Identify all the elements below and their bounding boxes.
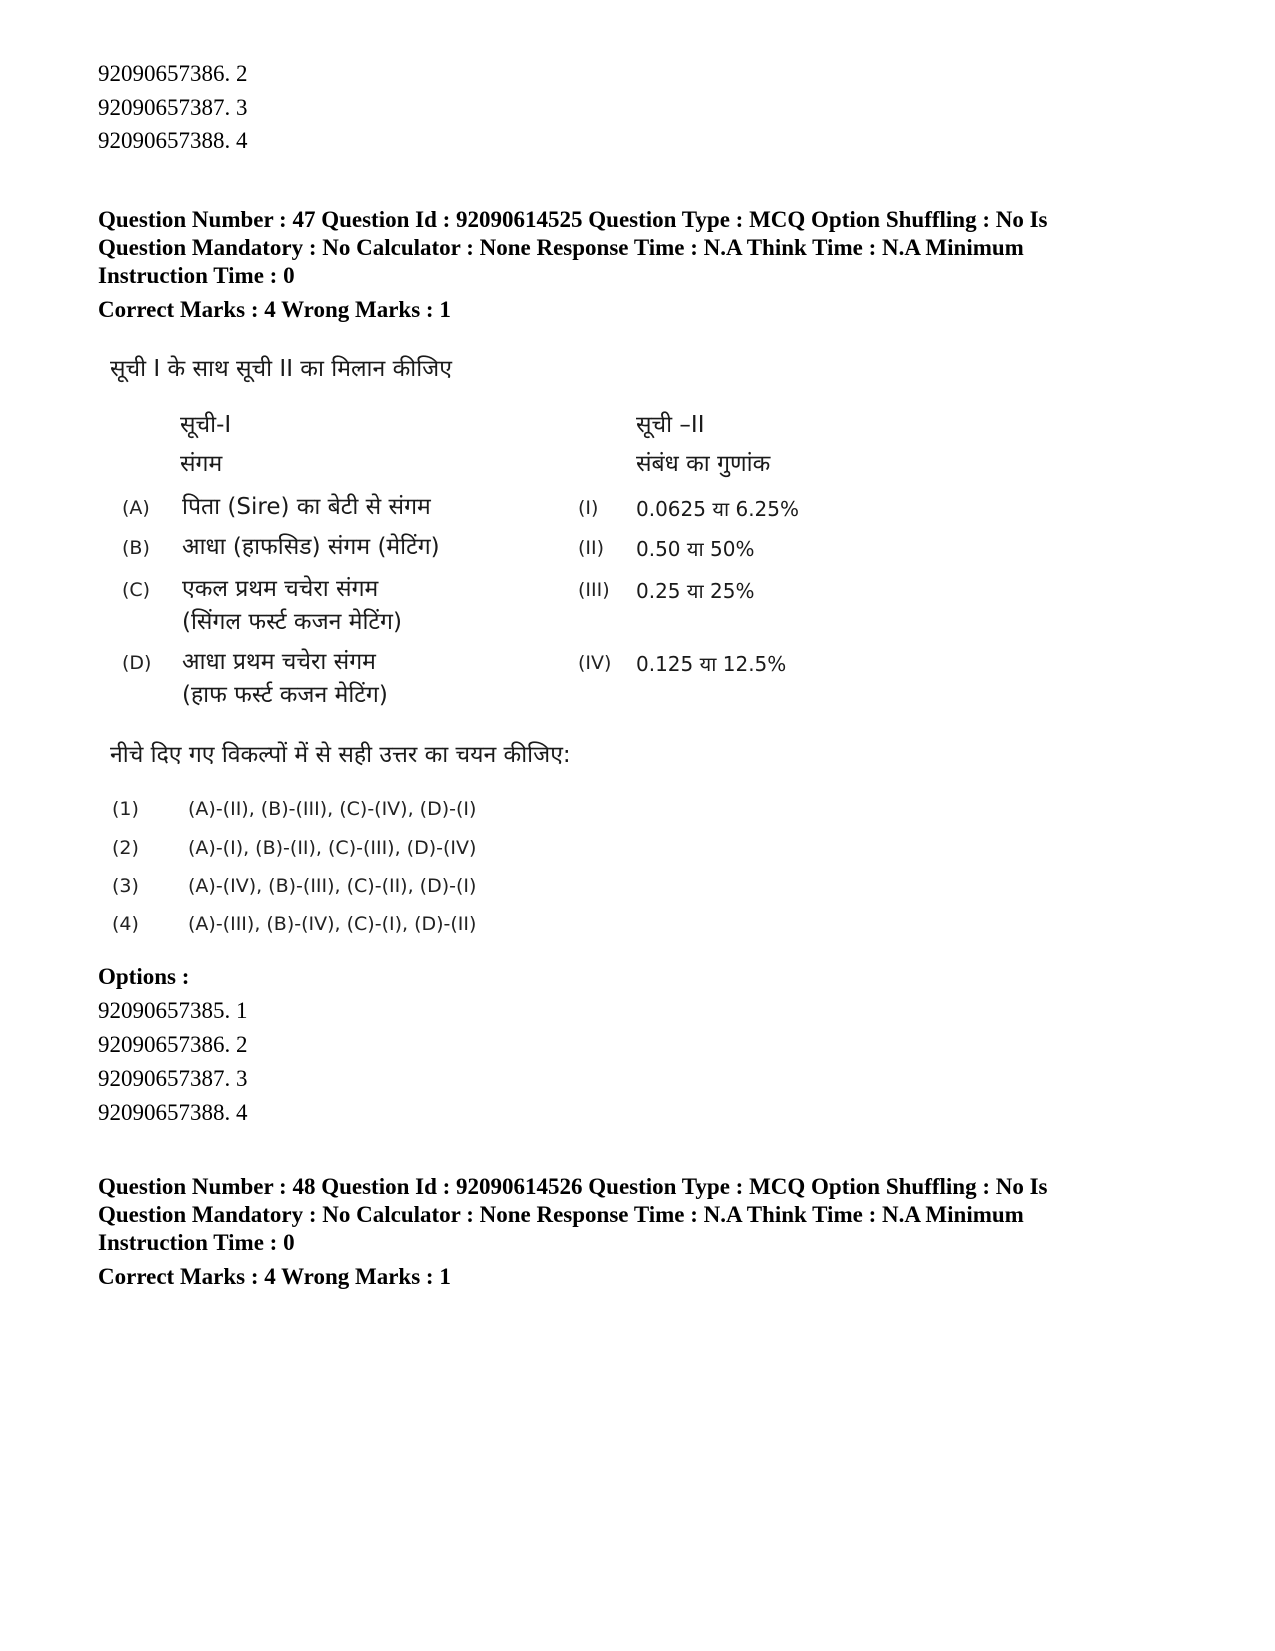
row-d-value: 0.125 या 12.5% [636,652,787,676]
q47-header-line-3: Instruction Time : 0 [98,263,295,288]
q48-header-line-3: Instruction Time : 0 [98,1230,295,1255]
choice-2-num: (2) [112,837,139,859]
list1-subtitle: संगम [180,451,223,477]
row-a-num: (I) [578,497,599,519]
q48-header [98,1173,1198,1257]
prev-option-3: 92090657387. 3 [98,95,248,120]
row-a-text: पिता (Sire) का बेटी से संगम [182,494,431,520]
row-c-label: (C) [122,579,151,601]
choice-3-num: (3) [112,875,139,897]
q47-option-2: 92090657386. 2 [98,1032,248,1057]
q47-header [98,206,1198,290]
choice-4-num: (4) [112,913,139,935]
row-a-value: 0.0625 या 6.25% [636,497,800,521]
q47-marks: Correct Marks : 4 Wrong Marks : 1 [98,297,451,322]
row-a-label: (A) [122,497,150,519]
choice-1-text: (A)-(II), (B)-(III), (C)-(IV), (D)-(I) [188,798,477,820]
row-d-num: (IV) [578,652,612,674]
row-d-text-2: (हाफ फर्स्ट कजन मेटिंग) [182,682,388,708]
row-b-num: (II) [578,537,605,559]
row-d-text: आधा प्रथम चचेरा संगम [182,649,376,675]
q47-instruction: सूची I के साथ सूची II का मिलान कीजिए [110,356,452,382]
row-b-text: आधा (हाफसिड) संगम (मेटिंग) [182,534,440,560]
q48-marks: Correct Marks : 4 Wrong Marks : 1 [98,1264,451,1289]
q48-header-line-1: Question Number : 48 Question Id : 92090614526 Question Type : MCQ Option Shuffling : No Is [98,1174,1048,1199]
prev-option-4: 92090657388. 4 [98,128,248,153]
q47-header-line-1: Question Number : 47 Question Id : 92090614525 Question Type : MCQ Option Shuffling : No Is [98,207,1048,232]
row-c-value: 0.25 या 25% [636,579,755,603]
row-c-text: एकल प्रथम चचेरा संगम [182,576,379,602]
row-b-label: (B) [122,537,150,559]
row-c-text-2: (सिंगल फर्स्ट कजन मेटिंग) [182,609,402,635]
q47-options-label: Options : [98,964,190,989]
row-b-value: 0.50 या 50% [636,537,755,561]
q47-option-1: 92090657385. 1 [98,998,248,1023]
row-d-label: (D) [122,652,152,674]
q48-header-line-2: Question Mandatory : No Calculator : None Response Time : N.A Think Time : N.A Minimum [98,1202,1024,1227]
q47-option-3: 92090657387. 3 [98,1066,248,1091]
row-c-num: (III) [578,579,610,601]
q47-option-4: 92090657388. 4 [98,1100,248,1125]
choice-4-text: (A)-(III), (B)-(IV), (C)-(I), (D)-(II) [188,913,477,935]
q47-header-line-2: Question Mandatory : No Calculator : None Response Time : N.A Think Time : N.A Minimum [98,235,1024,260]
choice-3-text: (A)-(IV), (B)-(III), (C)-(II), (D)-(I) [188,875,477,897]
q47-choose-text: नीचे दिए गए विकल्पों में से सही उत्तर का चयन कीजिए: [110,742,571,768]
list2-title: सूची –II [636,412,705,438]
list1-title: सूची-I [180,412,232,438]
list2-subtitle: संबंध का गुणांक [636,451,771,477]
prev-option-2: 92090657386. 2 [98,61,248,86]
choice-1-num: (1) [112,798,139,820]
choice-2-text: (A)-(I), (B)-(II), (C)-(III), (D)-(IV) [188,837,477,859]
